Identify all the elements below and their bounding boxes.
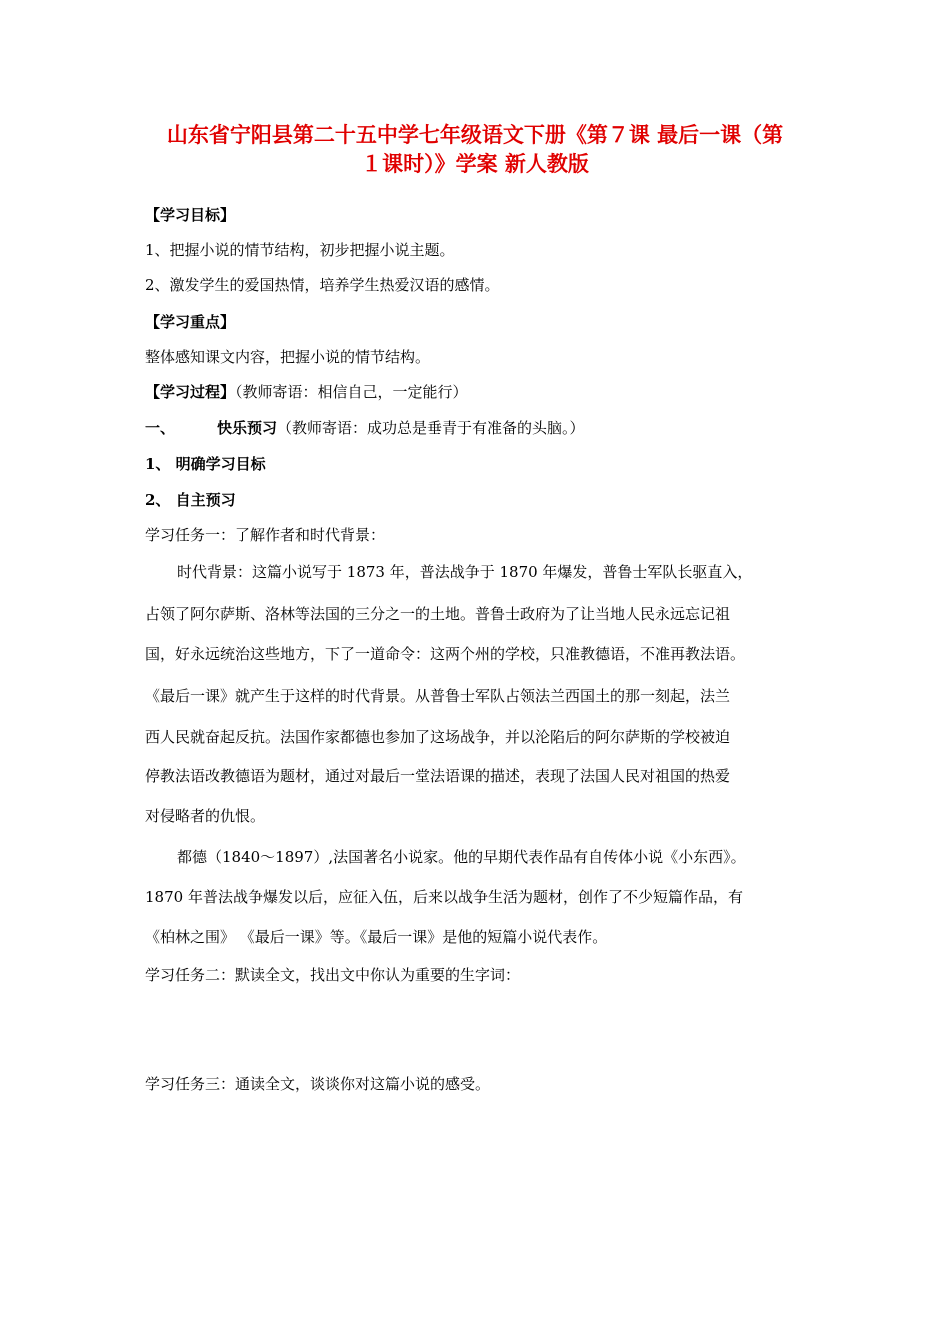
- section1-note: （教师寄语：成功总是垂青于有准备的头脑。）: [277, 419, 585, 437]
- objective-item-2: 2、激发学生的爱国热情，培养学生热爱汉语的感情。: [145, 276, 500, 294]
- process-row: [145, 382, 468, 402]
- objectives-heading: 【学习目标】: [145, 206, 236, 224]
- task-3: 学习任务三：通读全文，谈谈你对这篇小说的感受。: [145, 1075, 491, 1093]
- background-line-5: 西人民就奋起反抗。法国作家都德也参加了这场战争，并以沦陷后的阿尔萨斯的学校被迫: [145, 728, 731, 746]
- focus-text: 整体感知课文内容，把握小说的情节结构。: [145, 348, 431, 366]
- process-heading: 【学习过程】: [145, 383, 236, 401]
- task-2: 学习任务二：默读全文，找出文中你认为重要的生字词：: [145, 966, 521, 984]
- background-line-3: 国，好永远统治这些地方，下了一道命令：这两个州的学校，只准教德语，不准再教法语。: [145, 645, 746, 663]
- document-title-line-1: 山东省宁阳县第二十五中学七年级语文下册《第７课 最后一课（第: [166, 122, 784, 147]
- background-line-4: 《最后一课》就产生于这样的时代背景。从普鲁士军队占领法兰西国土的那一刻起，法兰: [145, 687, 731, 705]
- background-line-6: 停教法语改教德语为题材，通过对最后一堂法语课的描述，表现了法国人民对祖国的热爱: [145, 767, 731, 785]
- background-line-7: 对侵略者的仇恨。: [145, 807, 266, 825]
- step-2: 2、 自主预习: [145, 491, 236, 509]
- objective-item-1: 1、把握小说的情节结构，初步把握小说主题。: [145, 241, 455, 259]
- background-line-2: 占领了阿尔萨斯、洛林等法国的三分之一的土地。普鲁士政府为了让当地人民永远忘记祖: [145, 605, 731, 623]
- section1-number: 一、: [145, 419, 176, 437]
- process-note: （教师寄语：相信自己，一定能行）: [235, 383, 468, 401]
- section1-title: 快乐预习: [217, 419, 278, 437]
- author-line-1: 都德（1840～1897）,法国著名小说家。他的早期代表作品有自传体小说《小东西》。: [177, 848, 746, 866]
- task-1: 学习任务一：了解作者和时代背景：: [145, 526, 386, 544]
- background-line-1: 时代背景：这篇小说写于 1873 年，普法战争于 1870 年爆发，普鲁士军队长驱直入，: [177, 563, 753, 581]
- document-title-line-2: １课时）》学案 新人教版: [361, 151, 589, 176]
- focus-heading: 【学习重点】: [145, 313, 236, 331]
- author-line-2: 1870 年普法战争爆发以后，应征入伍，后来以战争生活为题材，创作了不少短篇作品，有: [145, 888, 743, 906]
- step-1: 1、 明确学习目标: [145, 455, 266, 473]
- author-line-3: 《柏林之围》 《最后一课》等。《最后一课》是他的短篇小说代表作。: [145, 928, 608, 946]
- section1-row: [145, 418, 585, 438]
